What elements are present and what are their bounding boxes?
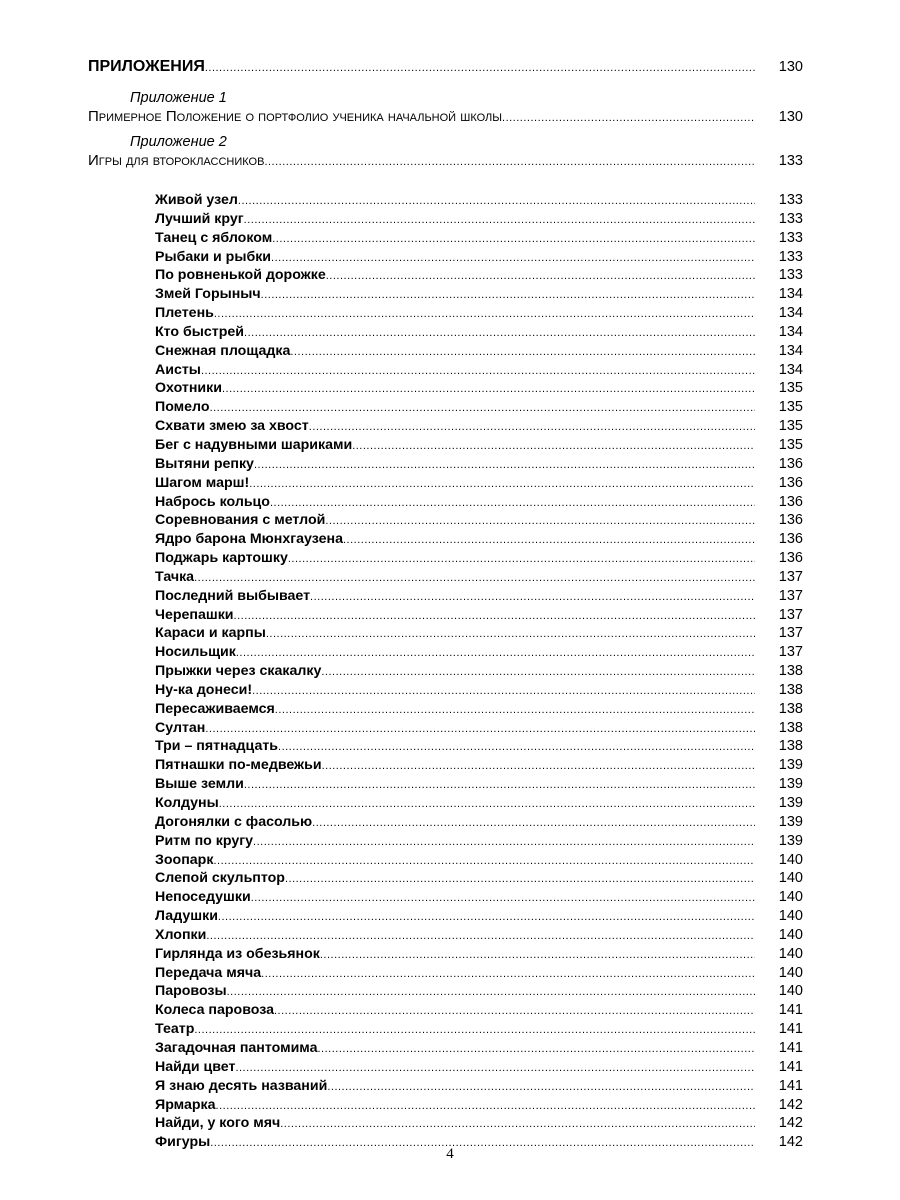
dot-leader <box>352 440 755 452</box>
toc-entry-page: 139 <box>778 776 803 793</box>
toc-entry-page: 136 <box>778 455 803 472</box>
toc-entry-page: 133 <box>778 210 803 227</box>
dot-leader <box>326 270 755 282</box>
toc-entry-title: Бег с надувными шариками <box>155 436 353 453</box>
appendix-2-label: Приложение 2 <box>130 134 227 150</box>
toc-entry-page: 137 <box>778 587 803 604</box>
toc-entry-game[interactable] <box>88 946 803 965</box>
toc-entry-page: 139 <box>778 795 803 811</box>
toc-entry-title: Снежная площадка <box>155 342 291 359</box>
dot-leader <box>272 233 755 245</box>
toc-entry-game[interactable] <box>88 588 803 607</box>
toc-entry-game[interactable] <box>88 720 803 739</box>
dot-leader <box>210 402 755 414</box>
toc-entry-game[interactable] <box>88 814 803 833</box>
toc-entry-game[interactable] <box>88 512 803 531</box>
toc-entry-page: 140 <box>778 908 803 925</box>
toc-entry-title: Зоопарк <box>155 851 214 868</box>
toc-entry-appendix-1[interactable] <box>88 108 803 132</box>
toc-entry-page: 136 <box>778 512 803 529</box>
toc-entry-game[interactable] <box>88 494 803 513</box>
dot-leader <box>280 1118 755 1130</box>
toc-entry-title: Выше земли <box>155 776 244 793</box>
dot-leader <box>251 892 755 904</box>
toc-entry-page: 134 <box>778 342 803 359</box>
dot-leader <box>343 534 755 546</box>
dot-leader <box>253 836 755 848</box>
dot-leader <box>327 1081 755 1093</box>
toc-entry-page: 138 <box>778 719 803 736</box>
toc-entry-game[interactable] <box>88 738 803 757</box>
toc-entry-page: 135 <box>778 436 803 453</box>
dot-leader <box>321 666 755 678</box>
dot-leader <box>325 515 755 527</box>
dot-leader <box>218 911 755 923</box>
page-number: 4 <box>446 1146 454 1162</box>
toc-entry-game[interactable] <box>88 1059 803 1078</box>
dot-leader <box>234 610 755 622</box>
toc-entry-page: 140 <box>778 964 803 981</box>
dot-leader <box>227 986 755 998</box>
toc-entry-title: Найди, у кого мяч <box>155 1115 281 1132</box>
toc-entry-page: 136 <box>778 550 803 567</box>
dot-leader <box>266 628 755 640</box>
toc-entry-title: Рыбаки и рыбки <box>155 248 272 265</box>
dot-leader <box>216 1100 755 1112</box>
toc-entry-page: 139 <box>778 813 803 830</box>
toc-entry-game[interactable] <box>88 362 803 381</box>
toc-entry-title: Поджарь картошку <box>155 550 288 567</box>
dot-leader <box>222 383 755 395</box>
toc-entry-page: 140 <box>778 983 803 1000</box>
toc-entry-game[interactable] <box>88 305 803 324</box>
dot-leader <box>194 572 755 584</box>
toc-entry-page: 136 <box>778 531 803 548</box>
toc-entry-game[interactable] <box>88 569 803 588</box>
toc-entry-page: 140 <box>778 945 803 962</box>
toc-entry-game[interactable] <box>88 983 803 1002</box>
dot-leader <box>205 723 755 735</box>
toc-entry-title: Гирлянда из обезьянок <box>155 945 320 962</box>
toc-entry-page: 134 <box>778 286 803 303</box>
toc-entry-title: Плетень <box>155 305 214 322</box>
toc-entry-game[interactable] <box>88 192 803 211</box>
toc-entry-title: Носильщик <box>155 644 236 661</box>
dot-leader <box>219 798 755 810</box>
toc-entry-game[interactable] <box>88 644 803 663</box>
dot-leader <box>278 741 755 753</box>
dot-leader <box>261 289 755 301</box>
toc-entry-title: Паровозы <box>155 983 227 1000</box>
toc-entry-page: 141 <box>778 1077 803 1094</box>
toc-entry-game[interactable] <box>88 456 803 475</box>
dot-leader <box>274 1005 755 1017</box>
toc-entry-title: Набрось кольцо <box>155 493 270 510</box>
toc-entry-game[interactable] <box>88 211 803 230</box>
toc-entry-page: 130 <box>778 59 803 75</box>
toc-entry-game[interactable] <box>88 908 803 927</box>
toc-entry-game[interactable] <box>88 852 803 871</box>
dot-leader <box>271 252 755 264</box>
toc-entry-page: 133 <box>778 153 803 169</box>
toc-entry-page: 139 <box>778 832 803 849</box>
toc-entry-page: 138 <box>778 681 803 698</box>
toc-entry-title: Непоседушки <box>155 889 251 906</box>
toc-entry-title: Театр <box>155 1021 195 1038</box>
toc-entry-page: 133 <box>778 229 803 246</box>
toc-entry-title: Пятнашки по-медвежьи <box>155 757 322 774</box>
toc-entry-game[interactable] <box>88 625 803 644</box>
toc-entry-game[interactable] <box>88 1021 803 1040</box>
toc-entry-page: 140 <box>778 870 803 887</box>
toc-entry-game[interactable] <box>88 757 803 776</box>
dot-leader <box>254 459 755 471</box>
toc-entry-game[interactable] <box>88 1002 803 1021</box>
dot-leader <box>309 421 755 433</box>
toc-entry-game[interactable] <box>88 927 803 946</box>
toc-entry-title: Змей Горыныч <box>155 286 261 303</box>
toc-entry-page: 140 <box>778 851 803 868</box>
toc-entry-game[interactable] <box>88 795 803 814</box>
dot-leader <box>261 968 755 980</box>
toc-entry-page: 133 <box>778 267 803 284</box>
dot-leader <box>290 346 755 358</box>
dot-leader <box>270 497 755 509</box>
dot-leader <box>244 214 755 226</box>
dot-leader <box>318 1043 756 1055</box>
toc-entry-page: 135 <box>778 380 803 397</box>
toc-entry-title: Пересаживаемся <box>155 700 275 717</box>
toc-entry-game[interactable] <box>88 1115 803 1134</box>
toc-entry-title: ПРИЛОЖЕНИЯ <box>88 58 205 75</box>
dot-leader <box>244 779 755 791</box>
dot-leader <box>502 112 755 124</box>
toc-entry-game[interactable] <box>88 531 803 550</box>
toc-entry-game[interactable] <box>88 870 803 889</box>
toc-entry-title: Караси и карпы <box>155 625 266 642</box>
toc-entry-game[interactable] <box>88 889 803 908</box>
table-of-contents <box>88 58 803 1153</box>
toc-entry-page: 142 <box>778 1115 803 1132</box>
toc-entry-game[interactable] <box>88 701 803 720</box>
dot-leader <box>249 478 755 490</box>
toc-entry-title: Игры для второклассников <box>88 152 265 169</box>
toc-entry-game[interactable] <box>88 682 803 701</box>
toc-entry-title: Хлопки <box>155 926 207 943</box>
toc-entry-page: 138 <box>778 663 803 680</box>
toc-entry-page: 137 <box>778 625 803 642</box>
toc-entry-title: Вытяни репку <box>155 455 254 472</box>
toc-entry-title: Аисты <box>155 361 201 378</box>
toc-entry-title: Три – пятнадцать <box>155 738 279 755</box>
dot-leader <box>235 1062 755 1074</box>
toc-entry-game[interactable] <box>88 663 803 682</box>
toc-entry-title: Догонялки с фасолью <box>155 813 313 830</box>
toc-entry-page: 140 <box>778 889 803 906</box>
dot-leader <box>194 1024 755 1036</box>
dot-leader <box>312 817 755 829</box>
toc-entry-page: 135 <box>778 399 803 416</box>
toc-entry-title: Схвати змею за хвост <box>155 418 309 435</box>
toc-entry-title: Помело <box>155 399 210 416</box>
toc-entry-page: 139 <box>778 757 803 774</box>
toc-entry-page: 136 <box>778 493 803 510</box>
toc-entry-title: Последний выбывает <box>155 587 311 604</box>
toc-entry-game[interactable] <box>88 607 803 626</box>
toc-entry-title: Тачка <box>155 568 195 585</box>
dot-leader <box>206 930 755 942</box>
dot-leader <box>288 553 755 565</box>
dot-leader <box>275 704 755 716</box>
dot-leader <box>264 156 755 168</box>
toc-entry-game[interactable] <box>88 776 803 795</box>
games-list <box>88 192 803 1153</box>
toc-entry-game[interactable] <box>88 267 803 286</box>
toc-entry-game[interactable] <box>88 380 803 399</box>
dot-leader <box>320 949 755 961</box>
toc-entry-title: Загадочная пантомима <box>155 1039 318 1056</box>
dot-leader <box>244 327 755 339</box>
dot-leader <box>310 591 755 603</box>
dot-leader <box>285 873 755 885</box>
toc-entry-title: Передача мяча <box>155 964 262 981</box>
toc-entry-title: Найди цвет <box>155 1058 236 1075</box>
toc-entry-title: Ритм по кругу <box>155 832 254 849</box>
toc-entry-game[interactable] <box>88 550 803 569</box>
toc-entry-page: 138 <box>778 700 803 717</box>
toc-entry-page: 134 <box>778 361 803 378</box>
toc-entry-page: 140 <box>778 926 803 943</box>
toc-entry-game[interactable] <box>88 286 803 305</box>
toc-entry-title: Ну-ка донеси! <box>155 681 253 698</box>
toc-entry-title: Шагом марш! <box>155 474 250 491</box>
toc-entry-page: 137 <box>778 568 803 585</box>
toc-entry-title: Черепашки <box>155 606 234 623</box>
toc-entry-game[interactable] <box>88 965 803 984</box>
toc-entry-page: 142 <box>778 1134 803 1151</box>
toc-entry-page: 138 <box>778 738 803 755</box>
toc-entry-game[interactable] <box>88 1078 803 1097</box>
toc-entry-title: Слепой скульптор <box>155 870 285 887</box>
toc-entry-page: 133 <box>778 248 803 265</box>
toc-entry-game[interactable] <box>88 1040 803 1059</box>
dot-leader <box>214 308 755 320</box>
toc-entry-game[interactable] <box>88 418 803 437</box>
toc-entry-page: 130 <box>778 109 803 125</box>
toc-entry-title: Колдуны <box>155 795 219 811</box>
toc-entry-page: 134 <box>778 323 803 340</box>
dot-leader <box>322 760 755 772</box>
toc-entry-title: Прыжки через скакалку <box>155 663 322 680</box>
toc-entry-game[interactable] <box>88 475 803 494</box>
toc-entry-page: 136 <box>778 474 803 491</box>
toc-entry-game[interactable] <box>88 324 803 343</box>
toc-entry-page: 133 <box>778 192 803 208</box>
dot-leader <box>205 62 755 74</box>
toc-entry-title: Живой узел <box>155 192 238 208</box>
toc-entry-game[interactable] <box>88 230 803 249</box>
toc-entry-page: 141 <box>778 1039 803 1056</box>
toc-entry-page: 135 <box>778 418 803 435</box>
toc-entry-title: По ровненькой дорожке <box>155 267 326 284</box>
toc-entry-title: Соревнования с метлой <box>155 512 326 529</box>
toc-entry-title: Лучший круг <box>155 210 244 227</box>
toc-entry-game[interactable] <box>88 437 803 456</box>
toc-entry-page: 142 <box>778 1096 803 1113</box>
toc-entry-title: Колеса паровоза <box>155 1002 274 1019</box>
toc-entry-title: Ядро барона Мюнхгаузена <box>155 531 343 548</box>
toc-entry-appendix-2[interactable] <box>88 152 803 176</box>
toc-entry-game[interactable] <box>88 343 803 362</box>
dot-leader <box>236 647 755 659</box>
toc-entry-game[interactable] <box>88 1097 803 1116</box>
toc-entry-title: Кто быстрей <box>155 323 245 340</box>
toc-entry-game[interactable] <box>88 249 803 268</box>
toc-entry-title: Я знаю десять названий <box>155 1077 328 1094</box>
toc-entry-appendices[interactable] <box>88 58 803 82</box>
toc-entry-title: Фигуры <box>155 1134 211 1151</box>
toc-entry-title: Ярмарка <box>155 1096 216 1113</box>
toc-entry-page: 134 <box>778 305 803 322</box>
dot-leader <box>213 855 755 867</box>
dot-leader <box>252 685 755 697</box>
toc-entry-title: Примерное Положение о портфолио ученика начальной школы <box>88 108 503 125</box>
appendix-1-label: Приложение 1 <box>130 90 227 106</box>
toc-entry-page: 141 <box>778 1002 803 1019</box>
toc-entry-title: Султан <box>155 719 206 736</box>
toc-entry-title: Танец с яблоком <box>155 229 273 246</box>
toc-entry-page: 141 <box>778 1058 803 1075</box>
toc-entry-page: 137 <box>778 644 803 661</box>
toc-entry-page: 137 <box>778 606 803 623</box>
toc-entry-title: Охотники <box>155 380 222 397</box>
dot-leader <box>238 195 755 207</box>
dot-leader <box>201 365 755 377</box>
toc-entry-title: Ладушки <box>155 908 218 925</box>
toc-entry-page: 141 <box>778 1021 803 1038</box>
toc-entry-game[interactable] <box>88 833 803 852</box>
toc-entry-game[interactable] <box>88 399 803 418</box>
